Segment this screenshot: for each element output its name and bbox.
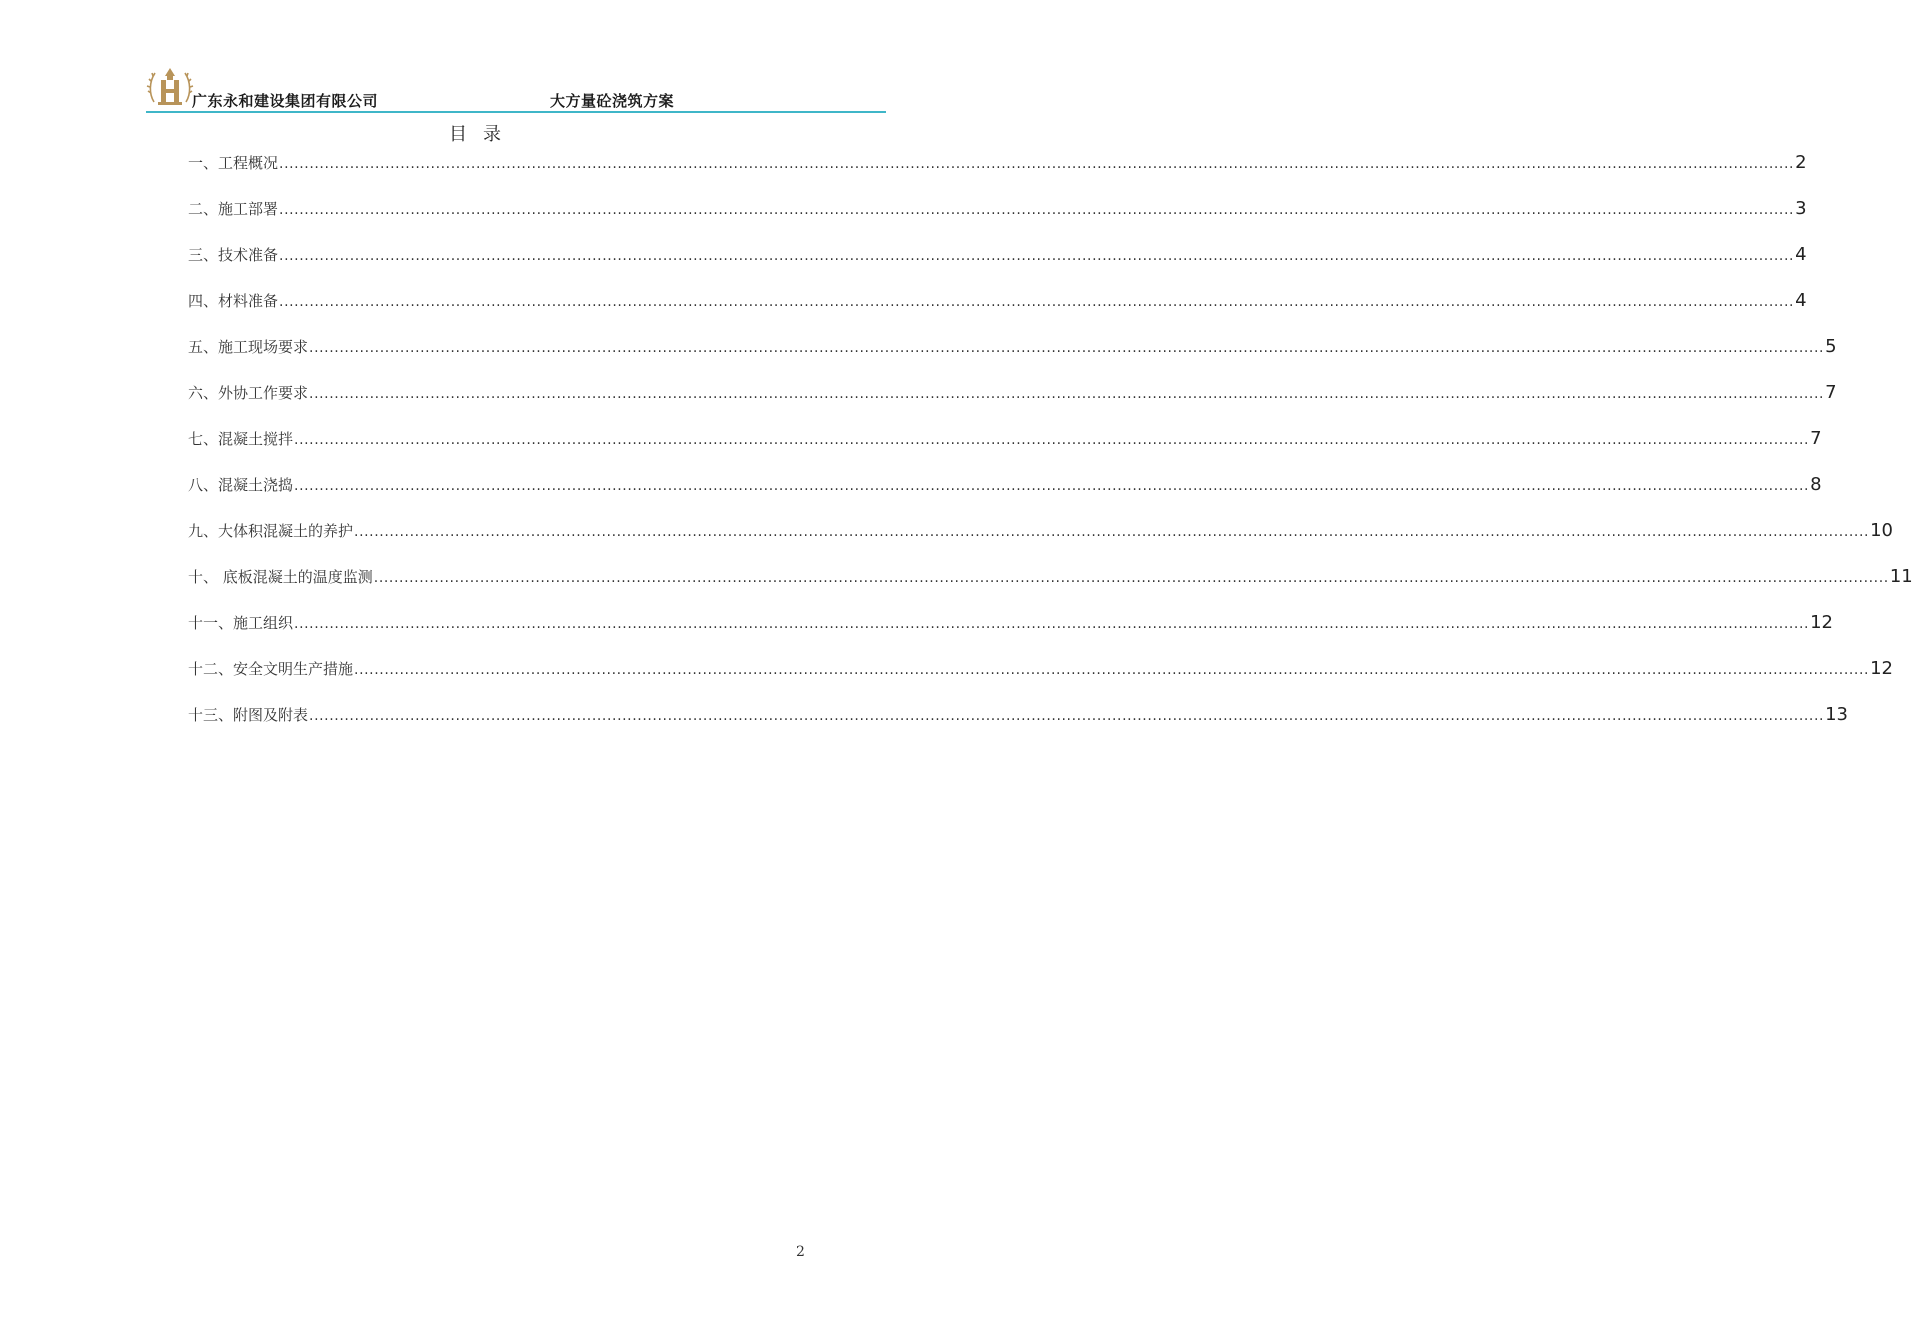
toc-dot-leader: ............................................................................................................................................................................................................................................................................................................ bbox=[294, 432, 1810, 448]
toc-entry-page: 4 bbox=[1795, 244, 1807, 265]
toc-entry-label: 十一、施工组织 bbox=[188, 614, 294, 632]
toc-entry-page: 4 bbox=[1795, 290, 1807, 311]
toc-dot-leader: ............................................................................................................................................................................................................................................................................................................ bbox=[294, 478, 1810, 494]
page-header bbox=[146, 62, 886, 114]
toc-entry-page: 7 bbox=[1810, 428, 1822, 449]
toc-entry-page: 5 bbox=[1825, 336, 1837, 357]
toc-entry-label: 八、混凝土浇捣 bbox=[188, 476, 294, 494]
toc-dot-leader: ............................................................................................................................................................................................................................................................................................................ bbox=[294, 616, 1810, 632]
toc-entry[interactable] bbox=[188, 198, 1807, 244]
toc-entry[interactable] bbox=[188, 244, 1807, 290]
toc-dot-leader: ............................................................................................................................................................................................................................................................................................................ bbox=[373, 570, 1889, 586]
toc-entry-label: 九、大体积混凝土的养护 bbox=[188, 522, 354, 540]
toc-entry-label: 六、外协工作要求 bbox=[188, 384, 309, 402]
toc-entry-label: 三、技术准备 bbox=[188, 246, 279, 264]
header-rule bbox=[146, 111, 886, 113]
toc-entry[interactable] bbox=[188, 612, 1833, 658]
toc-entry-page: 13 bbox=[1825, 704, 1848, 725]
toc-entry-label: 二、施工部署 bbox=[188, 200, 279, 218]
toc-entry-page: 2 bbox=[1795, 152, 1807, 173]
toc-entry[interactable] bbox=[188, 704, 1848, 750]
toc-dot-leader: ............................................................................................................................................................................................................................................................................................................ bbox=[309, 386, 1825, 402]
toc-entry-page: 10 bbox=[1870, 520, 1893, 541]
toc-entry-page: 7 bbox=[1825, 382, 1837, 403]
toc-entry[interactable] bbox=[188, 658, 1893, 704]
toc-entry-label: 五、施工现场要求 bbox=[188, 338, 309, 356]
toc-dot-leader: ............................................................................................................................................................................................................................................................................................................ bbox=[279, 156, 1795, 172]
toc-entry-label: 十、 底板混凝土的温度监测 bbox=[188, 568, 373, 586]
toc-entry[interactable] bbox=[188, 290, 1807, 336]
toc-title: 目录 bbox=[449, 124, 517, 145]
toc-dot-leader: ............................................................................................................................................................................................................................................................................................................ bbox=[279, 202, 1795, 218]
toc-dot-leader: ............................................................................................................................................................................................................................................................................................................ bbox=[354, 662, 1870, 678]
toc-entry-page: 11 bbox=[1889, 566, 1913, 587]
toc-dot-leader: ............................................................................................................................................................................................................................................................................................................ bbox=[279, 248, 1795, 264]
table-of-contents bbox=[188, 152, 1913, 750]
toc-entry[interactable] bbox=[188, 428, 1822, 474]
toc-entry[interactable] bbox=[188, 520, 1893, 566]
page-number: 2 bbox=[796, 1244, 805, 1260]
toc-entry-page: 3 bbox=[1795, 198, 1807, 219]
toc-entry-label: 十三、附图及附表 bbox=[188, 706, 309, 724]
toc-entry-page: 12 bbox=[1870, 658, 1893, 679]
toc-entry-label: 七、混凝土搅拌 bbox=[188, 430, 294, 448]
toc-dot-leader: ............................................................................................................................................................................................................................................................................................................ bbox=[279, 294, 1795, 310]
toc-entry[interactable] bbox=[188, 336, 1837, 382]
document-title: 大方量砼浇筑方案 bbox=[550, 92, 675, 110]
company-name: 广东永和建设集团有限公司 bbox=[192, 92, 379, 110]
toc-entry[interactable] bbox=[188, 152, 1807, 198]
toc-dot-leader: ............................................................................................................................................................................................................................................................................................................ bbox=[309, 340, 1825, 356]
toc-entry[interactable] bbox=[188, 474, 1822, 520]
toc-entry-label: 一、工程概况 bbox=[188, 154, 279, 172]
toc-entry[interactable] bbox=[188, 566, 1913, 612]
toc-entry-label: 十二、安全文明生产措施 bbox=[188, 660, 354, 678]
toc-entry-page: 8 bbox=[1810, 474, 1822, 495]
toc-dot-leader: ............................................................................................................................................................................................................................................................................................................ bbox=[309, 708, 1825, 724]
company-logo bbox=[146, 62, 194, 110]
toc-dot-leader: ............................................................................................................................................................................................................................................................................................................ bbox=[354, 524, 1870, 540]
toc-entry[interactable] bbox=[188, 382, 1837, 428]
toc-entry-page: 12 bbox=[1810, 612, 1833, 633]
toc-entry-label: 四、材料准备 bbox=[188, 292, 279, 310]
